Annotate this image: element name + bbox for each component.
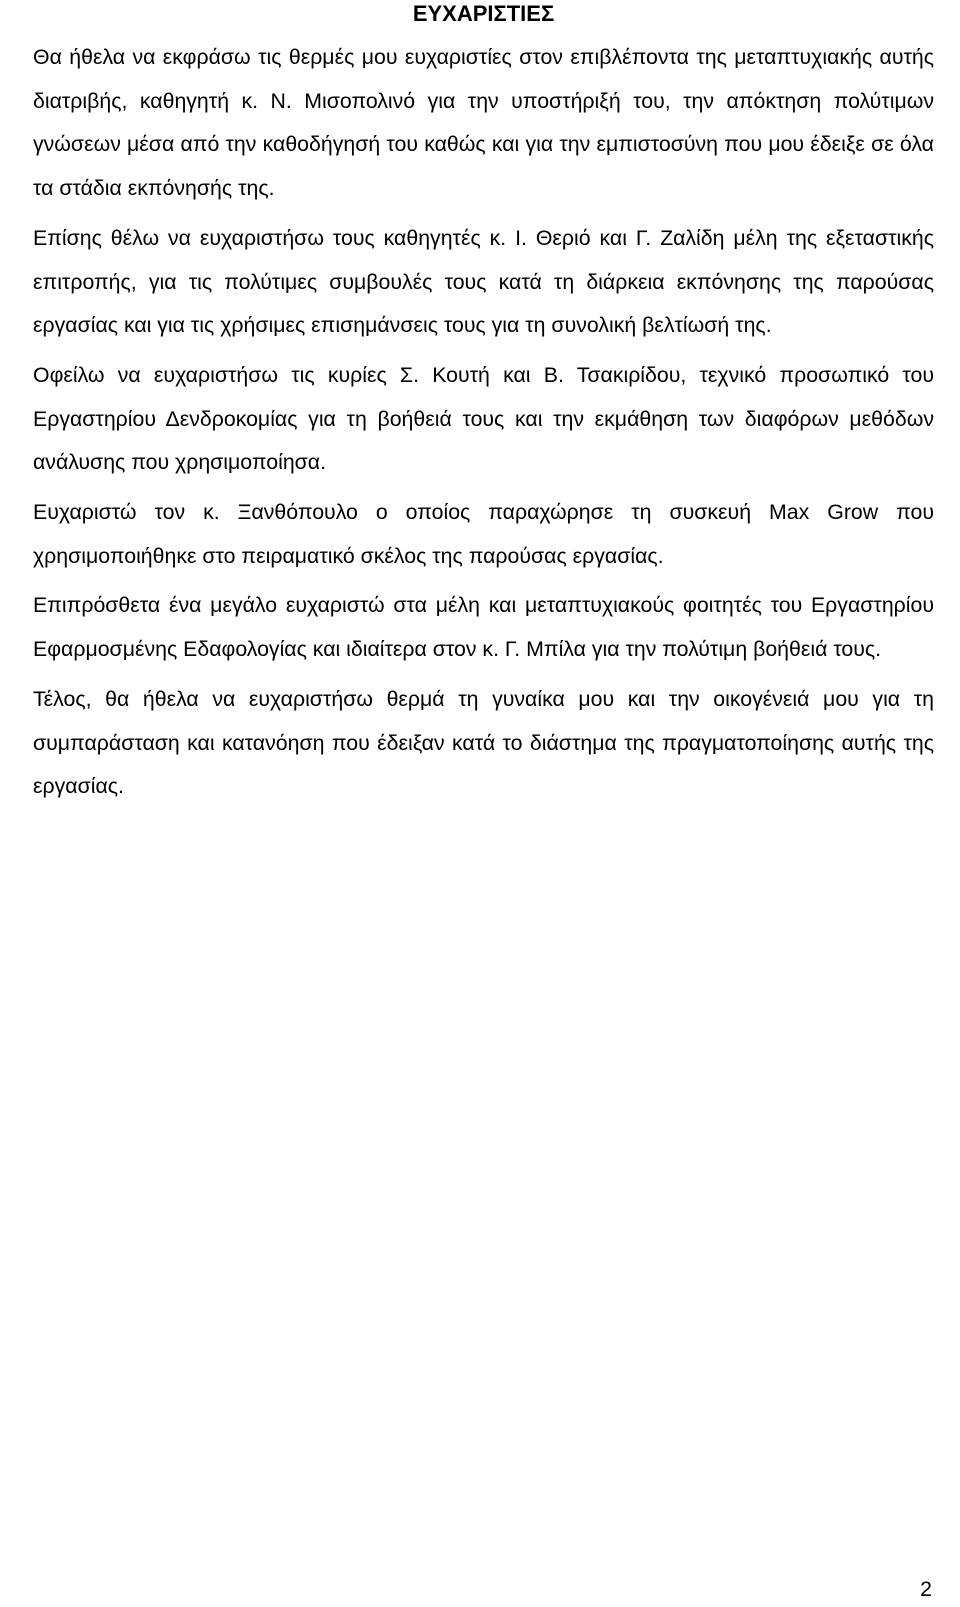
paragraph-device: Ευχαριστώ τον κ. Ξανθόπουλο ο οποίος παραχώρησε τη συσκευή Max Grow που χρησιμοποιήθηκε στο πειραματικό σκέλος της παρούσας εργασίας. xyxy=(33,500,934,568)
paragraph-lab-members: Επιπρόσθετα ένα μεγάλο ευχαριστώ στα μέλη και μεταπτυχιακούς φοιτητές του Εργαστηρίου Εφαρμοσμένης Εδαφολογίας και ιδιαίτερα στον κ. Γ. Μπίλα για την πολύτιμη βοήθειά τους. xyxy=(33,593,934,662)
page-number: 2 xyxy=(920,1577,932,1601)
paragraph-lab-staff: Οφείλω να ευχαριστήσω τις κυρίες Σ. Κουτή και Β. Τσακιρίδου, τεχνικό προσωπικό του Εργαστηρίου Δενδροκομίας για τη βοήθειά τους και την εκμάθηση των διαφόρων μεθόδων ανάλυσης που χρησιμοποίησα. xyxy=(33,362,934,475)
document-page xyxy=(33,0,934,815)
paragraph-committee: Επίσης θέλω να ευχαριστήσω τους καθηγητές κ. Ι. Θεριό και Γ. Ζαλίδη μέλη της εξεταστικής επιτροπής, για τις πολύτιμες συμβουλές τους κατά τη διάρκεια εκπόνησης της παρούσας εργασίας και για τις χρήσιμες επισημάνσεις τους για τη συνολική βελτίωσή της. xyxy=(33,225,934,338)
acknowledgements-body xyxy=(33,36,934,809)
page-title: ΕΥΧΑΡΙΣΤΙΕΣ xyxy=(412,1,555,26)
paragraph-family: Τέλος, θα ήθελα να ευχαριστήσω θερμά τη γυναίκα μου και την οικογένειά μου για τη συμπαράσταση και κατανόηση που έδειξαν κατά το διάστημα της πραγματοποίησης αυτής της εργασίας. xyxy=(33,686,934,799)
paragraph-supervisor: Θα ήθελα να εκφράσω τις θερμές μου ευχαριστίες στον επιβλέποντα της μεταπτυχιακής αυτής διατριβής, καθηγητή κ. Ν. Μισοπολινό για την υποστήριξή του, την απόκτηση πολύτιμων γνώσεων μέσα από την καθοδήγησή του καθώς και για την εμπιστοσύνη που μου έδειξε σε όλα τα στάδια εκπόνησής της. xyxy=(33,45,934,201)
